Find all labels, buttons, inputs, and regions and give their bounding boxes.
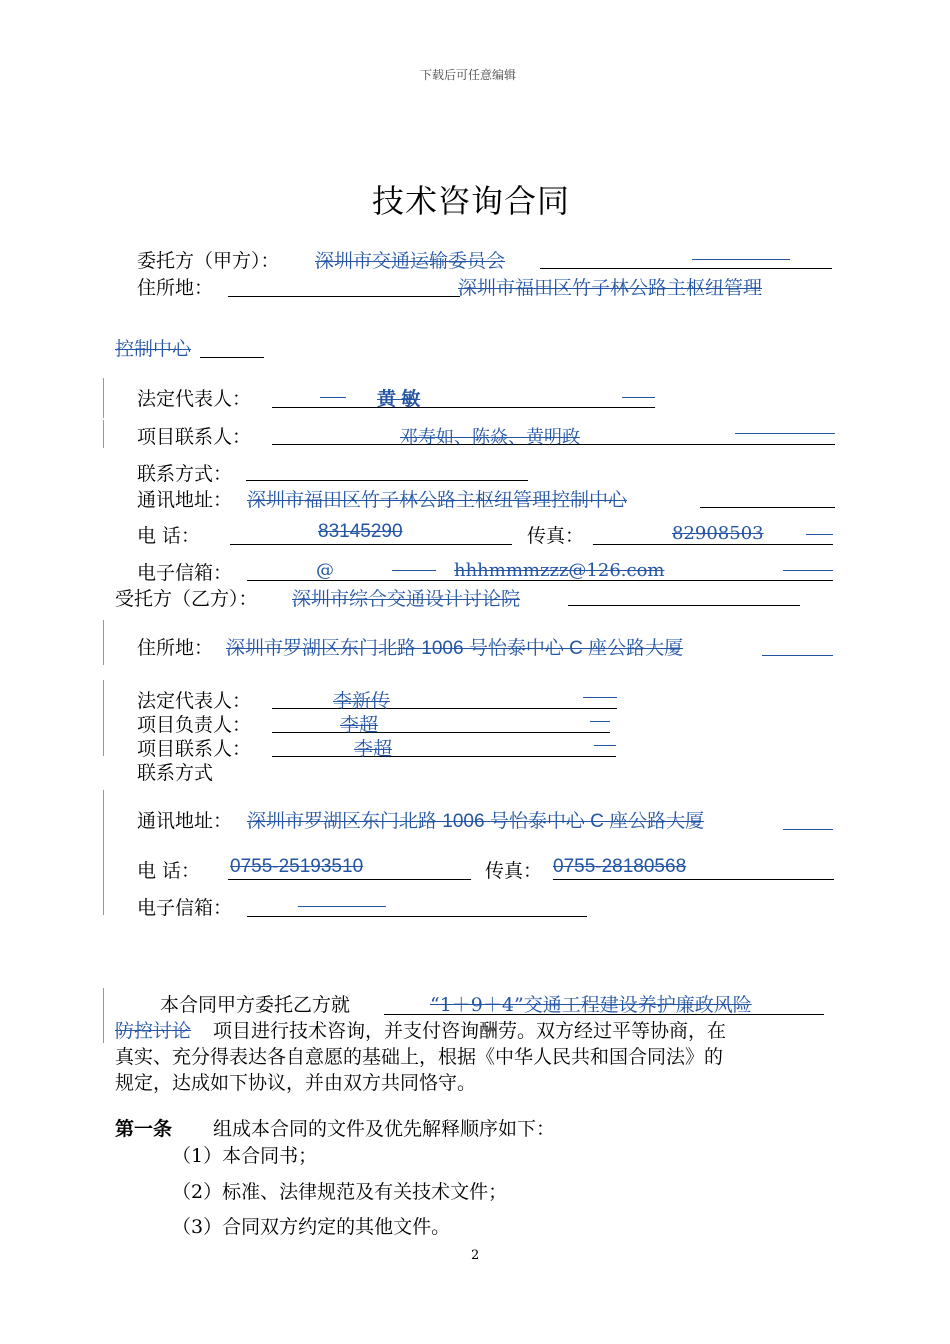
underline (590, 721, 610, 722)
underline (594, 745, 616, 746)
intro-project-cont: 防控讨论 (115, 1020, 192, 1042)
article-1-item: （2）标准、法律规范及有关技术文件； (172, 1181, 508, 1203)
underline (622, 397, 655, 398)
party-a-phone: 83145290 (318, 521, 403, 542)
party-a-address-label: 住所地： (137, 277, 214, 299)
article-1-item: （1）本合同书； (172, 1145, 318, 1167)
party-a-legal-rep: 黄 敏 (377, 389, 421, 410)
party-a-fax: 82908503 (672, 523, 764, 544)
party-b-address: 深圳市罗湖区东门北路 1006 号怡泰中心 C 座公路大厦 (226, 638, 684, 659)
party-a-mail-address-label: 通讯地址： (137, 489, 233, 511)
header-note: 下载后可任意编辑 (420, 68, 517, 82)
party-a-contact-person: 邓寿如、陈焱、黄明政 (400, 427, 580, 448)
margin-bar (103, 620, 104, 665)
intro-line1-rest: 项目进行技术咨询，并支付咨询酬劳。双方经过平等协商，在 (213, 1020, 727, 1042)
underline (806, 534, 833, 535)
intro-line2: 真实、充分得表达各自意愿的基础上，根据《中华人民共和国合同法》的 (115, 1046, 724, 1068)
margin-bar (103, 680, 104, 756)
party-a-mail-address: 深圳市福田区竹子林公路主枢纽管理控制中心 (247, 490, 628, 511)
margin-bar (103, 790, 104, 915)
page-number: 2 (471, 1248, 480, 1263)
underline (700, 507, 835, 508)
party-b-address-label: 住所地： (137, 637, 214, 659)
margin-bar (103, 420, 104, 448)
margin-bar (103, 988, 104, 1043)
article-1-heading: 第一条 (115, 1118, 173, 1140)
underline (246, 480, 528, 481)
underline (568, 605, 800, 606)
intro-line3: 规定，达成如下协议，并由双方共同恪守。 (115, 1072, 477, 1094)
underline (272, 708, 617, 709)
underline (298, 906, 386, 907)
underline (272, 732, 610, 733)
party-a-name: 深圳市交通运输委员会 (315, 251, 506, 272)
underline (593, 544, 833, 545)
party-a-phone-label: 电 话： (137, 525, 201, 547)
party-b-fax: 0755-28180568 (553, 856, 687, 877)
underline (272, 407, 655, 408)
party-a-contact-person-label: 项目联系人： (137, 426, 252, 448)
party-b-email-label: 电子信箱： (137, 897, 233, 919)
party-b-legal-rep: 李新传 (333, 691, 391, 712)
underline (540, 268, 832, 269)
party-b-contact-method-label: 联系方式 (137, 762, 214, 784)
underline (692, 259, 790, 260)
underline (228, 879, 471, 880)
underline (392, 570, 436, 571)
underline (735, 433, 835, 434)
party-a-address: 深圳市福田区竹子林公路主枢纽管理 (458, 278, 763, 299)
margin-bar (103, 378, 104, 418)
underline (553, 879, 834, 880)
party-b-project-lead-label: 项目负责人： (137, 714, 252, 736)
party-b-mail-address: 深圳市罗湖区东门北路 1006 号怡泰中心 C 座公路大厦 (247, 811, 705, 832)
party-b-contact-person-label: 项目联系人： (137, 738, 252, 760)
party-a-email: hhhmmmzzz@126.com (454, 560, 665, 581)
underline (320, 397, 346, 398)
underline (783, 570, 833, 571)
underline (783, 829, 833, 830)
party-a-contact-method-label: 联系方式： (137, 463, 233, 485)
intro-project: “1＋9＋4”交通工程建设养护廉政风险 (430, 994, 752, 1016)
underline (230, 544, 512, 545)
underline (272, 756, 616, 757)
party-a-label: 委托方（甲方）： (137, 250, 280, 272)
underline (583, 697, 617, 698)
underline (247, 916, 587, 917)
intro-lead: 本合同甲方委托乙方就 (160, 994, 351, 1016)
underline (762, 655, 833, 656)
party-a-legal-rep-label: 法定代表人： (137, 388, 252, 410)
party-b-legal-rep-label: 法定代表人： (137, 690, 252, 712)
party-b-contact-person: 李超 (354, 739, 393, 760)
party-a-address-cont: 控制中心 (115, 339, 192, 360)
document-title: 技术咨询合同 (372, 182, 571, 220)
underline (228, 296, 460, 297)
party-a-email-label: 电子信箱： (137, 562, 233, 584)
party-b-phone-label: 电 话： (137, 860, 201, 882)
party-b-mail-address-label: 通讯地址： (137, 810, 233, 832)
underline (200, 357, 264, 358)
party-b-name: 深圳市综合交通设计讨论院 (292, 589, 521, 610)
party-a-fax-label: 传真： (527, 525, 585, 547)
article-1-item: （3）合同双方约定的其他文件。 (172, 1216, 451, 1238)
party-a-email-at: @ (316, 560, 334, 581)
party-b-label: 受托方（乙方）： (115, 588, 258, 610)
party-b-phone: 0755-25193510 (230, 856, 364, 877)
party-b-fax-label: 传真： (485, 860, 543, 882)
party-b-project-lead: 李超 (340, 715, 379, 736)
article-1-text: 组成本合同的文件及优先解释顺序如下： (213, 1118, 556, 1140)
